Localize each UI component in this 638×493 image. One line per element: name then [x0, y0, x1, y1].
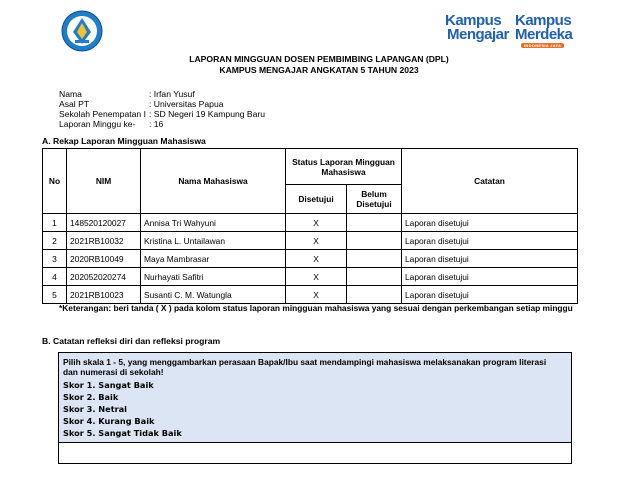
score-option: Skor 4. Kurang Baik — [63, 416, 155, 426]
tut-wuri-handayani-logo — [61, 10, 103, 52]
cell-no: 2 — [43, 232, 67, 250]
rekap-table — [42, 148, 578, 304]
cell-disetujui: X — [286, 232, 347, 250]
score-option: Skor 1. Sangat Baik — [63, 380, 154, 390]
cell-catatan: Laporan disetujui — [402, 250, 578, 268]
cell-catatan: Laporan disetujui — [402, 214, 578, 232]
cell-nim: 2021RB10023 — [67, 286, 141, 304]
cell-no: 3 — [43, 250, 67, 268]
cell-nim: 2021RB10032 — [67, 232, 141, 250]
cell-belum — [347, 268, 402, 286]
info-value: : Irfan Yusuf — [149, 89, 195, 99]
info-label: Sekolah Penempatan I — [59, 109, 146, 119]
info-label: Nama — [59, 89, 82, 99]
header-status: Status Laporan Mingguan Mahasiswa — [286, 149, 402, 185]
report-title: LAPORAN MINGGUAN DOSEN PEMBIMBING LAPANGAN (DPL) — [189, 54, 449, 64]
info-label: Asal PT — [59, 99, 90, 109]
cell-nama: Annisa Tri Wahyuni — [141, 214, 286, 232]
table-row — [43, 232, 578, 250]
cell-belum — [347, 214, 402, 232]
table-row — [43, 286, 578, 304]
header-catatan: Catatan — [402, 149, 578, 214]
header-no: No — [43, 149, 67, 214]
info-value: : SD Negeri 19 Kampung Baru — [149, 109, 266, 119]
score-option: Skor 2. Baik — [63, 392, 119, 402]
kampus-merdeka-logo — [515, 12, 585, 48]
logo-text-line1: Kampus — [445, 12, 502, 29]
score-option: Skor 3. Netral — [63, 404, 127, 414]
score-option: Skor 5. Sangat Tidak Baik — [63, 428, 182, 438]
table-row — [43, 214, 578, 232]
info-label: Laporan Minggu ke- — [59, 119, 136, 129]
cell-catatan: Laporan disetujui — [402, 268, 578, 286]
cell-belum — [347, 286, 402, 304]
table-row — [43, 268, 578, 286]
kampus-mengajar-logo — [445, 12, 511, 42]
reflection-question: Pilih skala 1 - 5, yang menggambarkan perasaan Bapak/Ibu saat mendampingi mahasiswa melaksanakan program literasi dan numerasi di sekolah! — [63, 357, 547, 377]
cell-nim: 148520120027 — [67, 214, 141, 232]
table-note: *Keterangan: beri tanda ( X ) pada kolom status laporan mingguan mahasiswa yang sesuai dengan perkembangan setiap minggu — [59, 303, 573, 313]
reflection-question-area — [59, 353, 571, 443]
reflection-box — [58, 352, 572, 464]
logo-text-line2: Mengajar — [447, 26, 509, 43]
cell-catatan: Laporan disetujui — [402, 286, 578, 304]
cell-no: 1 — [43, 214, 67, 232]
header-nama: Nama Mahasiswa — [141, 149, 286, 214]
cell-nama: Maya Mambrasar — [141, 250, 286, 268]
header-disetujui: Disetujui — [286, 185, 347, 214]
info-value: : 16 — [149, 119, 164, 129]
reflection-answer[interactable] — [63, 446, 563, 460]
cell-nama: Susanti C. M. Watungla — [141, 286, 286, 304]
cell-nama: Kristina L. Untailawan — [141, 232, 286, 250]
header-belum: Belum Disetujui — [347, 185, 402, 214]
logo-text-line2: Merdeka — [515, 26, 573, 43]
cell-disetujui: X — [286, 268, 347, 286]
cell-disetujui: X — [286, 286, 347, 304]
section-a-heading: A. Rekap Laporan Mingguan Mahasiswa — [42, 136, 206, 146]
section-b-heading: B. Catatan refleksi diri dan refleksi program — [42, 336, 221, 346]
cell-disetujui: X — [286, 214, 347, 232]
cell-nama: Nurhayati Safitri — [141, 268, 286, 286]
cell-no: 4 — [43, 268, 67, 286]
info-value: : Universitas Papua — [149, 99, 224, 109]
cell-disetujui: X — [286, 250, 347, 268]
logo-text-line1: Kampus — [515, 12, 572, 29]
cell-no: 5 — [43, 286, 67, 304]
logo-tagline: INDONESIA JAYA — [521, 43, 564, 48]
header-nim: NIM — [67, 149, 141, 214]
cell-nim: 2020RB10049 — [67, 250, 141, 268]
cell-catatan: Laporan disetujui — [402, 232, 578, 250]
cell-belum — [347, 232, 402, 250]
cell-nim: 202052020274 — [67, 268, 141, 286]
cell-belum — [347, 250, 402, 268]
report-subtitle: KAMPUS MENGAJAR ANGKATAN 5 TAHUN 2023 — [219, 65, 419, 75]
table-row — [43, 250, 578, 268]
